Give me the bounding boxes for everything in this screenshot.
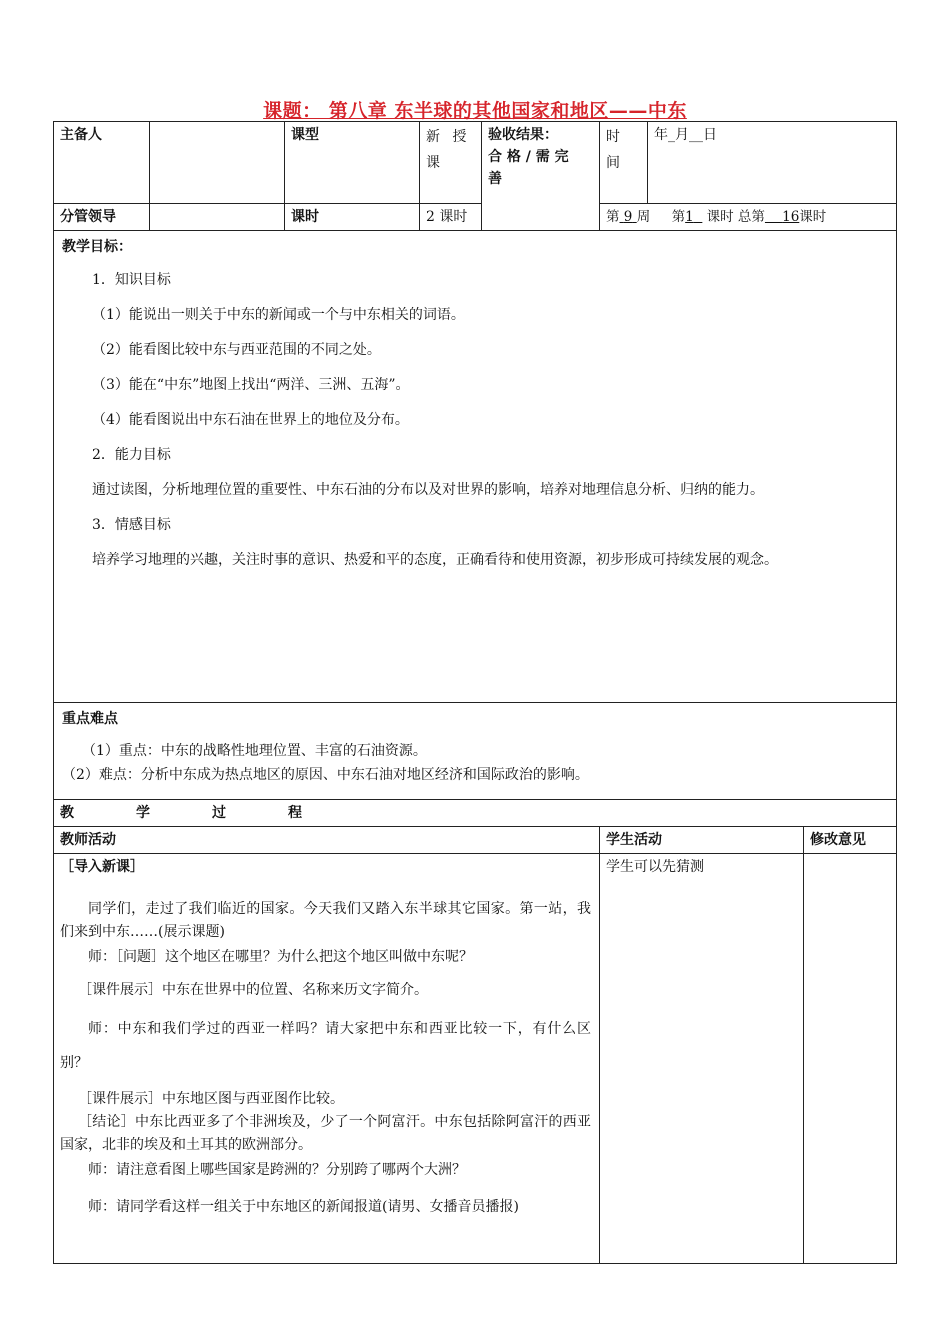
knowledge-item: （2）能看图比较中东与西亚范围的不同之处。 (92, 342, 381, 358)
process-paragraph: 师：中东和我们学过的西亚一样吗？请大家把中东和西亚比较一下，有什么区别？ (60, 1021, 591, 1071)
emotion-text: 培养学习地理的兴趣，关注时事的意识、热爱和平的态度，正确看待和使用资源，初步形成可持续发展的观念。 (92, 552, 778, 568)
process-paragraph: 师：请注意看图上哪些国家是跨洲的？分别跨了哪两个大洲？ (88, 1162, 466, 1178)
intro-heading: ［导入新课］ (60, 859, 144, 875)
objectives-heading: 教学目标： (62, 239, 132, 255)
period-label: 课时 (285, 204, 420, 231)
week-info (600, 204, 897, 231)
time-label (600, 122, 648, 204)
acceptance-line: 合 格 / 需 完 (488, 149, 569, 165)
process-paragraph: ［结论］中东比西亚多了个非洲埃及，少了一个阿富汗。中东包括除阿富汗的西亚国家，北非的埃及和土耳其的欧洲部分。 (60, 1114, 591, 1153)
emotion-title: 3．情感目标 (92, 517, 171, 533)
total-number: 16 (782, 209, 800, 225)
student-activity-cell (600, 854, 804, 1264)
date-value (648, 122, 897, 204)
teacher-activity-cell (54, 854, 600, 1264)
lesson-plan-table (53, 121, 897, 1264)
col-student-activity: 学生活动 (600, 827, 804, 854)
key-points-section (54, 703, 897, 800)
lesson-type-label: 课型 (285, 122, 420, 204)
process-paragraph: ［课件展示］中东在世界中的位置、名称来历文字简介。 (78, 982, 428, 998)
week-number: 9 (623, 209, 633, 225)
process-paragraph: 师：［问题］这个地区在哪里？为什么把这个地区叫做中东呢？ (88, 949, 473, 965)
period-value: 2 课时 (420, 204, 482, 231)
objectives-section (54, 231, 897, 703)
ability-text: 通过读图，分析地理位置的重要性、中东石油的分布以及对世界的影响，培养对地理信息分析、归纳的能力。 (92, 482, 764, 498)
lesson-number: 1 (685, 209, 694, 225)
col-revision-notes: 修改意见 (804, 827, 897, 854)
total-suffix: 课时 (799, 209, 827, 225)
key-difficulty: （2）难点：分析中东成为热点地区的原因、中东石油对地区经济和国际政治的影响。 (62, 767, 589, 783)
preparer-label: 主备人 (54, 122, 150, 204)
process-heading (54, 800, 897, 827)
lesson-type-line: 新 授 (426, 129, 471, 145)
acceptance-line: 善 (488, 171, 502, 187)
key-points-heading: 重点难点 (62, 711, 118, 727)
knowledge-item: （1）能说出一则关于中东的新闻或一个与中东相关的词语。 (92, 307, 465, 323)
acceptance-result (482, 122, 600, 231)
revision-notes-cell (804, 854, 897, 1264)
lesson-prefix: 第 (671, 209, 686, 225)
key-focus: （1）重点：中东的战略性地理位置、丰富的石油资源。 (82, 743, 427, 759)
ability-title: 2．能力目标 (92, 447, 171, 463)
leader-label: 分管领导 (54, 204, 150, 231)
process-paragraph: ［课件展示］中东地区图与西亚图作比较。 (78, 1091, 344, 1107)
process-heading-text: 教学过程 (60, 805, 364, 821)
process-paragraph: 同学们，走过了我们临近的国家。今天我们又踏入东半球其它国家。第一站，我们来到中东……(展示课题) (60, 901, 591, 940)
col-teacher-activity: 教师活动 (54, 827, 600, 854)
acceptance-line: 验收结果： (488, 127, 558, 143)
lesson-type-line: 课 (426, 155, 440, 171)
knowledge-title: 1．知识目标 (92, 272, 171, 288)
page-title: 课题： 第八章 东半球的其他国家和地区——中东 (263, 100, 687, 122)
time-label-line: 间 (606, 155, 620, 171)
week-prefix: 第 (606, 209, 620, 225)
knowledge-item: （4）能看图说出中东石油在世界上的地位及分布。 (92, 412, 409, 428)
preparer-value (150, 122, 285, 204)
knowledge-item: （3）能在“中东”地图上找出“两洋、三洲、五海”。 (92, 377, 410, 393)
date-text: 年_月__日 (654, 127, 717, 143)
leader-value (150, 204, 285, 231)
process-paragraph: 师：请同学看这样一组关于中东地区的新闻报道(请男、女播音员播报) (88, 1199, 519, 1215)
lesson-mid: 课时 总第 (706, 209, 765, 225)
time-label-line: 时 (606, 129, 620, 145)
lesson-type-value (420, 122, 482, 204)
student-note: 学生可以先猜测 (606, 859, 704, 875)
week-suffix: 周 (636, 209, 651, 225)
